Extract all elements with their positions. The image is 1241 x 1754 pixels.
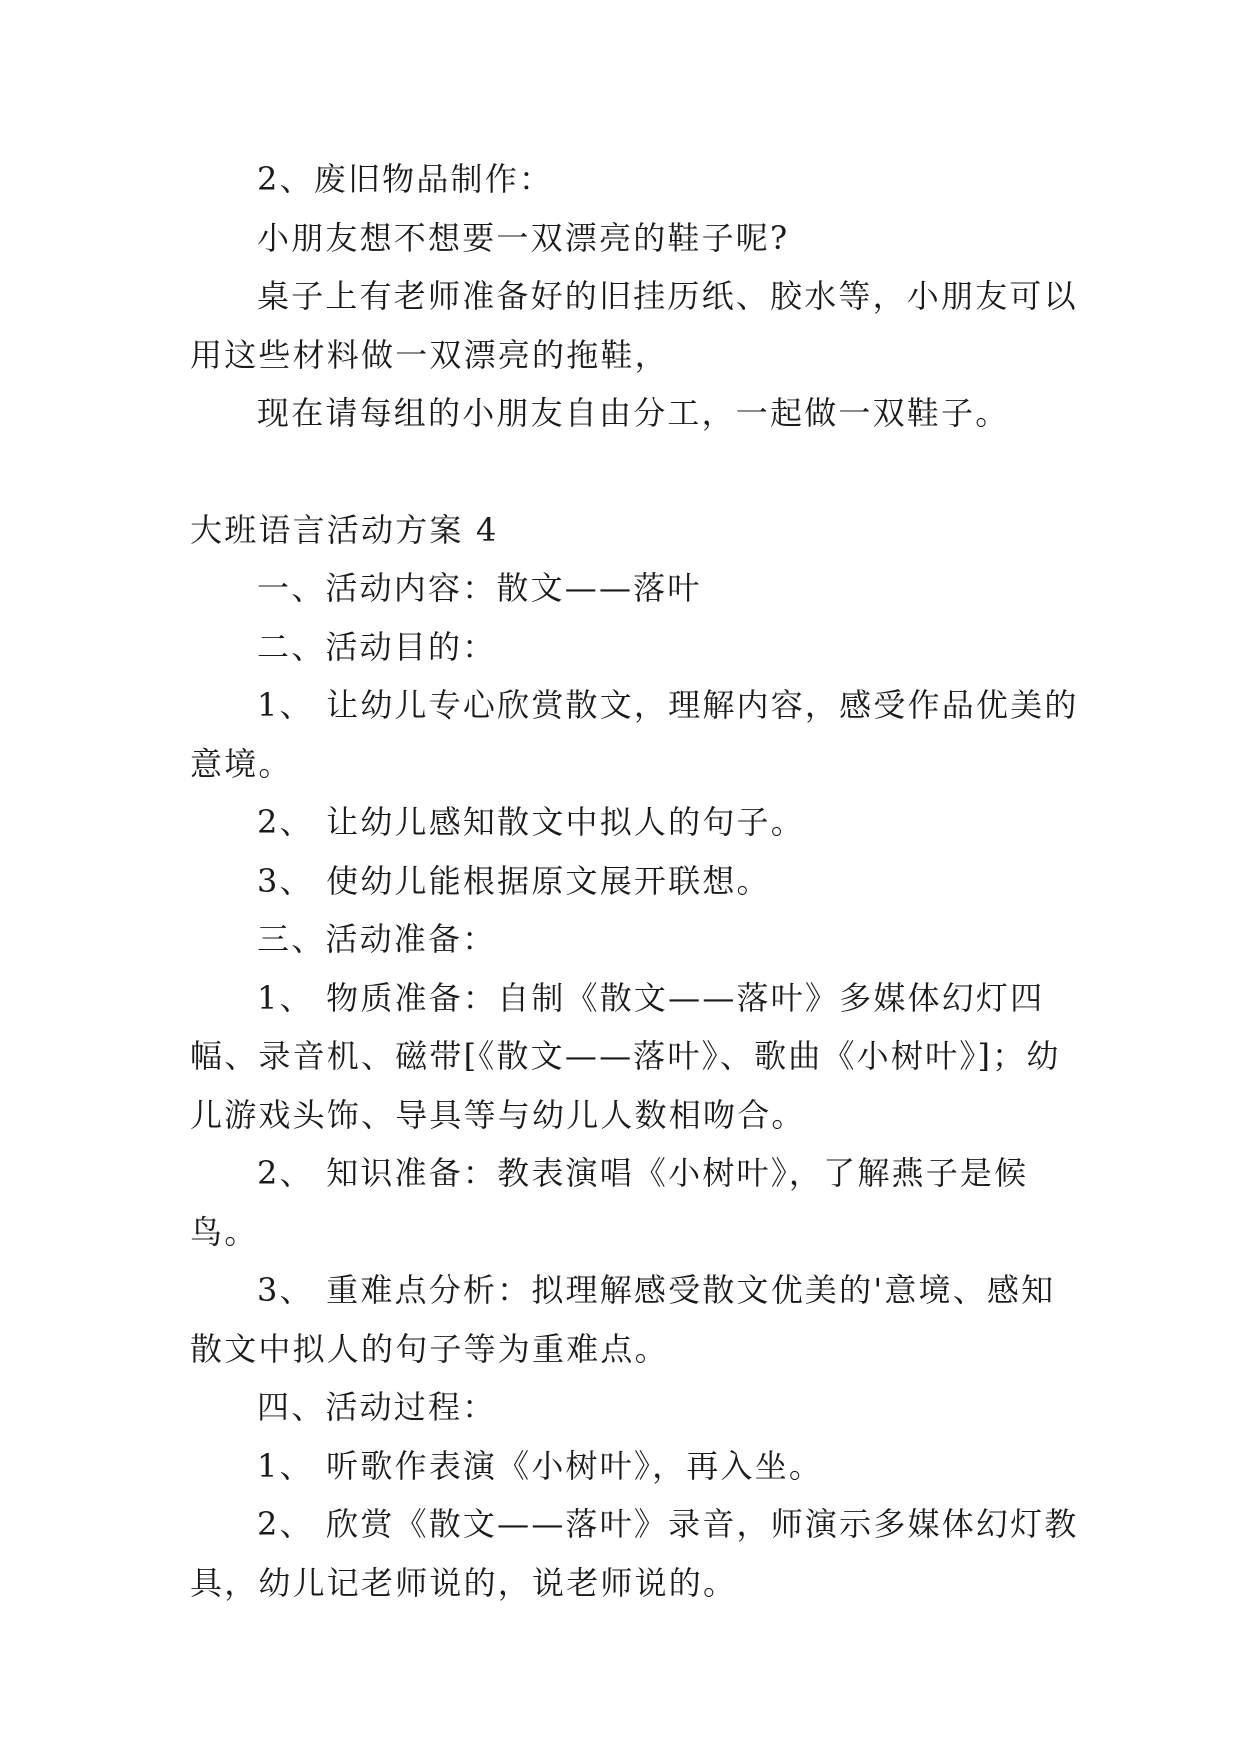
paragraph: 1、 物质准备：自制《散文——落叶》多媒体幻灯四幅、录音机、磁带[《散文——落叶》、歌曲《小树叶》]；幼儿游戏头饰、导具等与幼儿人数相吻合。 <box>190 978 1061 1134</box>
section-heading: 大班语言活动方案 4 <box>190 510 499 549</box>
paragraph: 3、 重难点分析：拟理解感受散文优美的'意境、感知散文中拟人的句子等为重难点。 <box>190 1271 1056 1368</box>
paragraph: 二、活动目的： <box>257 627 497 666</box>
paragraph: 1、 听歌作表演《小树叶》，再入坐。 <box>257 1446 824 1485</box>
paragraph: 三、活动准备： <box>257 920 497 958</box>
paragraph: 桌子上有老师准备好的旧挂历纸、胶水等，小朋友可以用这些材料做一双漂亮的拖鞋， <box>190 277 1078 374</box>
paragraph: 2、 让幼儿感知散文中拟人的句子。 <box>257 803 805 841</box>
paragraph: 一、活动内容：散文——落叶 <box>257 569 702 607</box>
paragraph: 2、 欣赏《散文——落叶》录音，师演示多媒体幻灯教具，幼儿记老师说的，说老师说的。 <box>190 1505 1079 1602</box>
paragraph: 四、活动过程： <box>257 1388 497 1426</box>
paragraph: 现在请每组的小朋友自由分工，一起做一双鞋子。 <box>257 394 1010 432</box>
paragraph: 3、 使幼儿能根据原文展开联想。 <box>257 861 771 900</box>
paragraph: 2、 知识准备：教表演唱《小树叶》，了解燕子是候鸟。 <box>190 1154 1029 1251</box>
paragraph: 1、 让幼儿专心欣赏散文，理解内容，感受作品优美的意境。 <box>190 686 1079 783</box>
document-body <box>190 150 1080 1612</box>
paragraph: 小朋友想不想要一双漂亮的鞋子呢? <box>257 218 790 257</box>
paragraph: 2、废旧物品制作： <box>257 160 554 198</box>
